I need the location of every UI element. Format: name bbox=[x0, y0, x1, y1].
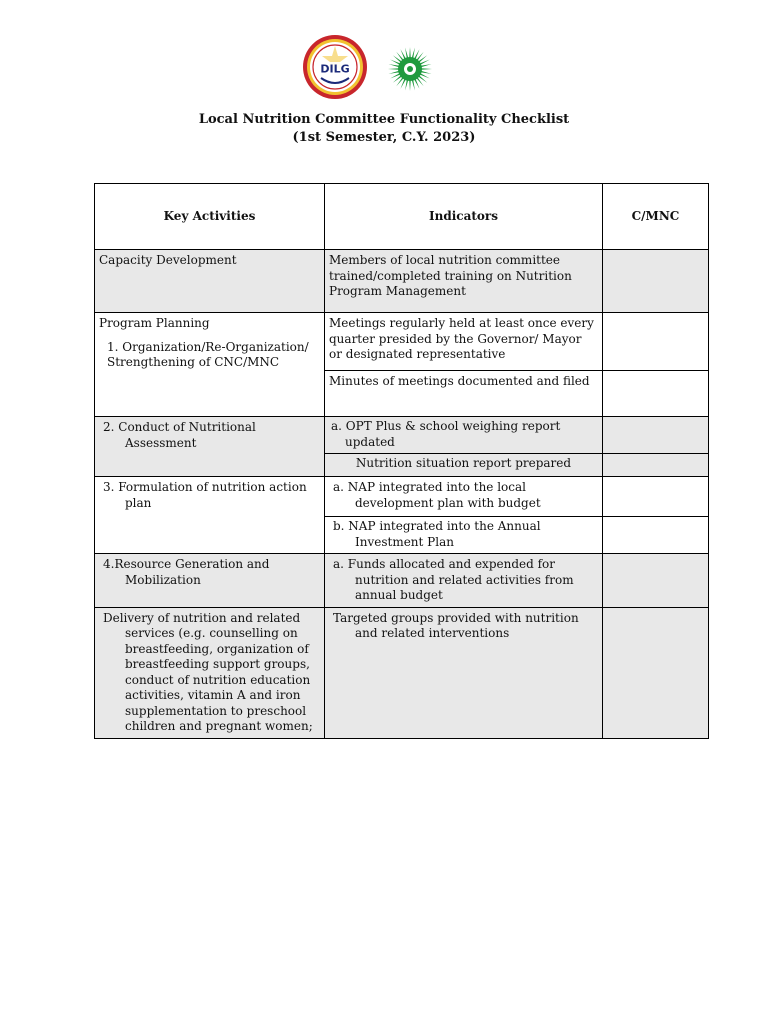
key-activity-cell bbox=[95, 417, 325, 477]
cmnc-rating-cell[interactable] bbox=[603, 417, 709, 454]
table-header-row bbox=[95, 184, 709, 250]
indicator-cell bbox=[325, 517, 603, 554]
key-activity-cell bbox=[95, 313, 325, 417]
indicator-cell bbox=[325, 454, 603, 477]
key-activity-cell bbox=[95, 607, 325, 738]
functionality-checklist-table bbox=[94, 183, 709, 739]
indicator-cell bbox=[325, 554, 603, 608]
key-activity-subitem: 1. Organization/Re-Organization/ Strengthening of CNC/MNC bbox=[107, 339, 309, 369]
key-activity-text: Delivery of nutrition and related services (e.g. counselling on breastfeeding, organization of breastfeeding support groups, conduct of nutrition education activities, vitamin A and iron supplementation to preschool children and pregnant women; bbox=[103, 610, 313, 733]
table-row bbox=[95, 607, 709, 738]
indicator-text: a. OPT Plus & school weighing report updated bbox=[331, 419, 561, 449]
table-row bbox=[95, 477, 709, 517]
indicator-cell bbox=[325, 313, 603, 371]
indicator-text: Meetings regularly held at least once every quarter presided by the Governor/ Mayor or designated representative bbox=[329, 316, 594, 361]
cmnc-rating-cell[interactable] bbox=[603, 477, 709, 517]
indicator-text: a. NAP integrated into the local development plan with budget bbox=[333, 480, 541, 510]
table-row bbox=[95, 313, 709, 371]
key-activity-text: 3. Formulation of nutrition action plan bbox=[103, 480, 307, 510]
indicator-cell bbox=[325, 417, 603, 454]
table-row bbox=[95, 417, 709, 454]
column-header-cmnc: C/MNC bbox=[603, 184, 709, 250]
title-line-2: (1st Semester, C.Y. 2023) bbox=[292, 130, 476, 145]
title-line-1: Local Nutrition Committee Functionality Checklist bbox=[198, 112, 570, 127]
cmnc-rating-cell[interactable] bbox=[603, 250, 709, 313]
indicator-text: Members of local nutrition committee trained/completed training on Nutrition Program Management bbox=[329, 253, 572, 298]
key-activity-text: 4.Resource Generation and Mobilization bbox=[103, 557, 270, 587]
document-title bbox=[0, 111, 768, 147]
cmnc-rating-cell[interactable] bbox=[603, 554, 709, 608]
table-row bbox=[95, 554, 709, 608]
indicator-text: Minutes of meetings documented and filed bbox=[329, 374, 590, 388]
key-activity-text: 2. Conduct of Nutritional Assessment bbox=[103, 420, 256, 450]
table-row bbox=[95, 250, 709, 313]
key-activity-text: Program Planning bbox=[99, 316, 210, 330]
key-activity-text: Capacity Development bbox=[99, 253, 237, 267]
indicator-cell bbox=[325, 371, 603, 417]
key-activity-cell bbox=[95, 250, 325, 313]
indicator-text: Targeted groups provided with nutrition and related interventions bbox=[333, 610, 579, 640]
indicator-cell bbox=[325, 250, 603, 313]
indicator-text: Nutrition situation report prepared bbox=[355, 456, 572, 470]
key-activity-cell bbox=[95, 554, 325, 608]
header-logos bbox=[0, 34, 768, 110]
cmnc-rating-cell[interactable] bbox=[603, 607, 709, 738]
indicator-text: a. Funds allocated and expended for nutrition and related activities from annual budget bbox=[333, 557, 574, 602]
cmnc-rating-cell[interactable] bbox=[603, 517, 709, 554]
column-header-indicators: Indicators bbox=[325, 184, 603, 250]
indicator-cell bbox=[325, 477, 603, 517]
cmnc-rating-cell[interactable] bbox=[603, 454, 709, 477]
column-header-key-activities: Key Activities bbox=[95, 184, 325, 250]
indicator-text: b. NAP integrated into the Annual Investment Plan bbox=[333, 519, 541, 549]
key-activity-cell bbox=[95, 477, 325, 554]
dilg-seal-logo bbox=[302, 34, 368, 100]
cmnc-rating-cell[interactable] bbox=[603, 371, 709, 417]
nnc-seal-logo bbox=[376, 34, 444, 106]
indicator-cell bbox=[325, 607, 603, 738]
cmnc-rating-cell[interactable] bbox=[603, 313, 709, 371]
svg-text:DILG: DILG bbox=[320, 62, 350, 76]
